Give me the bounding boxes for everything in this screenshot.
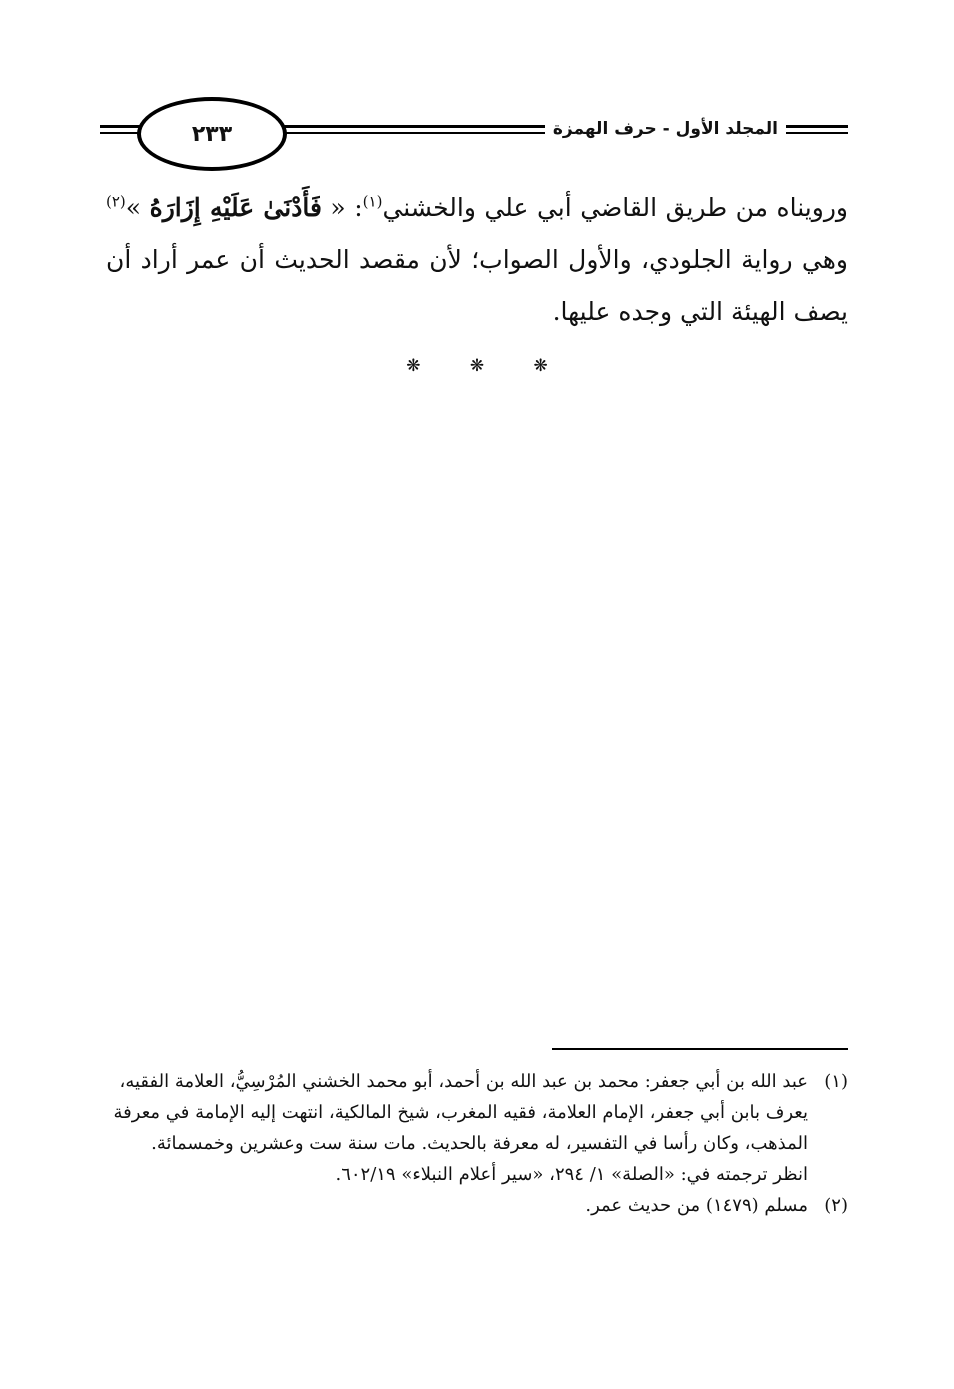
footnote-rule	[552, 1048, 848, 1050]
text-segment: وهي رواية الجلودي، والأول الصواب؛ لأن مقصد الحديث أن عمر أراد أن يصف الهيئة التي وجده عليها.	[106, 245, 848, 326]
hadith-quote: فَأَدْنَىٰ عَلَيْهِ إِزَارَهُ	[149, 193, 322, 222]
footnote-text: مسلم (١٤٧٩) من حديث عمر.	[585, 1195, 808, 1216]
footnote-text: انظر ترجمته في: «الصلة» ١/ ٢٩٤، «سير أعلام النبلاء» ٦٠٢/١٩.	[335, 1164, 808, 1185]
footnote-body	[106, 1190, 808, 1221]
footnote-number: (١)	[824, 1071, 848, 1092]
page-number: ٢٣٣	[191, 121, 233, 147]
main-text	[106, 182, 848, 338]
text-segment: »	[125, 193, 150, 222]
footnote-ref-2: (٢)	[106, 192, 126, 211]
running-header	[100, 95, 848, 175]
footnote-1	[106, 1066, 848, 1190]
page-number-badge	[137, 97, 287, 171]
paragraph	[106, 182, 848, 338]
footnote-text: عبد الله بن أبي جعفر: محمد بن عبد الله بن أحمد، أبو محمد الخشني المُرْسِيُّ، العلامة الفقيه، يعرف بابن أبي جعفر، الإمام العلامة، فقيه المغرب، شيخ المالكية، انتهت إليه الإمامة في معرفة المذهب، وكان رأسا في التفسير، له معرفة بالحديث. مات سنة ست وعشرين وخمسمائة.	[113, 1071, 808, 1154]
footnote-number: (٢)	[824, 1195, 848, 1216]
header-title: المجلد الأول - حرف الهمزة	[545, 119, 786, 139]
footnotes	[106, 1066, 848, 1221]
section-separator: ❋ ❋ ❋	[406, 356, 570, 376]
footnote-body	[106, 1066, 808, 1190]
footnote-ref-1: (١)	[362, 192, 383, 211]
footnote-2	[106, 1190, 848, 1221]
text-segment: : «	[321, 193, 363, 222]
text-segment: ورويناه من طريق القاضي أبي علي والخشني	[382, 193, 848, 222]
